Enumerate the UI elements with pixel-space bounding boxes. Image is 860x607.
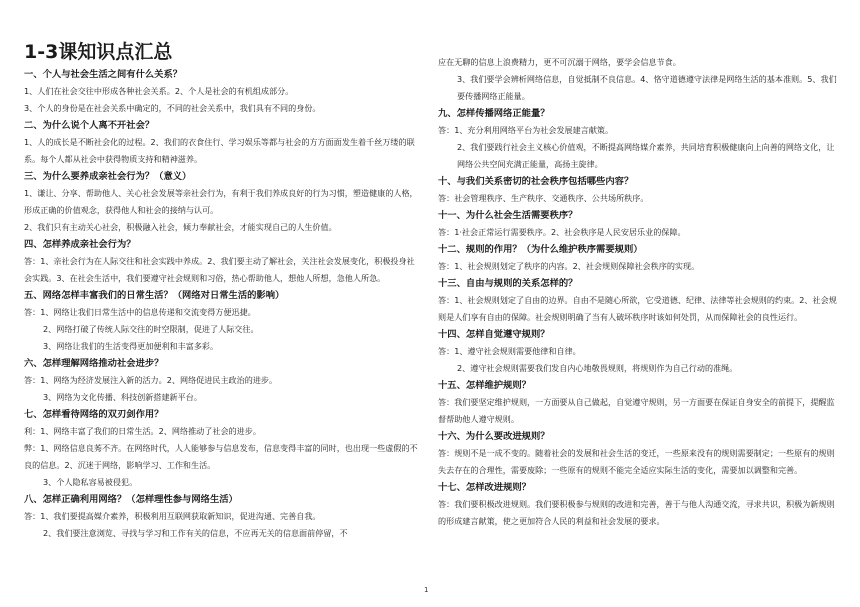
section — [438, 377, 838, 428]
section-heading: 十六、为什么要改进规则？ — [438, 431, 550, 442]
section — [438, 207, 838, 241]
section-heading: 九、怎样传播网络正能量？ — [438, 108, 550, 119]
section-heading: 十四、怎样自觉遵守规则？ — [438, 329, 550, 340]
page-title: 1-3课知识点汇总 — [24, 41, 173, 63]
section — [438, 105, 838, 173]
answer-paragraph: 答：1、网络为经济发展注入新的活力。2、网络促进民主政治的进步。 — [24, 375, 278, 385]
section-heading: 十一、为什么社会生活需要秩序？ — [438, 210, 578, 221]
section — [438, 275, 838, 326]
answer-paragraph: 答：1、我们要提高媒介素养，积极利用互联网获取新知识，促进沟通、完善自我。 — [24, 511, 321, 521]
section — [24, 236, 422, 287]
answer-paragraph: 答：1、网络让我们日常生活中的信息传递和交流变得方便迅捷。 — [24, 307, 256, 317]
section-heading: 三、为什么要养成亲社会行为？（意义） — [24, 171, 192, 182]
answer-paragraph: 3、网络为文化传播、科技创新搭建新平台。 — [43, 392, 202, 402]
right-column-body — [438, 54, 838, 530]
section — [438, 428, 838, 479]
answer-paragraph: 答：1、社会规则划定了自由的边界。自由不是随心所欲，它受道德、纪律、法律等社会规则的约束。2、社会规则是人们享有自由的保障。社会规则明确了当有人破坏秩序时该如何处罚，从而保障社会的良性运行。 — [438, 295, 837, 322]
section — [438, 241, 838, 275]
section-heading: 二、为什么说个人离不开社会？ — [24, 120, 155, 131]
answer-paragraph: 答：我们要积极改进规则。我们要积极参与规则的改进和完善，善于与他人沟通交流，寻求共识，积极为新规则的形成建言献策，使之更加符合人民的利益和社会发展的要求。 — [438, 499, 835, 526]
section-heading: 五、网络怎样丰富我们的日常生活？（网络对日常生活的影响） — [24, 290, 285, 301]
section — [438, 326, 838, 377]
section-heading: 八、怎样正确利用网络？（怎样理性参与网络生活） — [24, 494, 238, 505]
section — [24, 168, 422, 236]
section — [24, 406, 422, 491]
section — [438, 173, 838, 207]
answer-paragraph: 利：1、网络丰富了我们的日常生活。2、网络推动了社会的进步。 — [24, 426, 261, 436]
section — [24, 66, 422, 117]
section — [24, 491, 422, 542]
section-heading: 十、与我们关系密切的社会秩序包括哪些内容？ — [438, 176, 634, 187]
answer-paragraph: 2、我们要践行社会主义核心价值观，不断提高网络媒介素养，共同培育积极健康向上向善的网络文化，让网络公共空间充满正能量，高扬主旋律。 — [457, 142, 835, 169]
answer-paragraph: 2、我们只有主动关心社会，积极融入社会，倾力奉献社会，才能实现自己的人生价值。 — [24, 222, 337, 232]
answer-paragraph: 应在无聊的信息上浪费精力，更不可沉溺于网络，要学会信息节食。 — [438, 57, 681, 67]
section — [438, 479, 838, 530]
answer-paragraph: 答：规则不是一成不变的。随着社会的发展和社会生活的变迁，一些原来没有的规则需要制定；一些原有的规则失去存在的合理性，需要废除；一些原有的规则不能完全适应实际生活的变化，需要加以调整和完善。 — [438, 448, 835, 475]
answer-paragraph: 3、个人隐私容易被侵犯。 — [43, 477, 138, 487]
section-heading: 七、怎样看待网络的双刃剑作用？ — [24, 409, 164, 420]
left-column — [24, 40, 422, 542]
section-heading: 一、个人与社会生活之间有什么关系？ — [24, 69, 183, 80]
section-heading: 十七、怎样改进规则？ — [438, 482, 531, 493]
answer-paragraph: 2、我们要注意浏览、寻找与学习和工作有关的信息，不应再无关的信息面前停留，不 — [43, 528, 348, 538]
section — [24, 117, 422, 168]
section-heading: 六、怎样理解网络推动社会进步？ — [24, 358, 164, 369]
answer-paragraph: 答：1、充分利用网络平台为社会发展建言献策。 — [438, 125, 614, 135]
answer-paragraph: 答：1、社会规则划定了秩序的内容。2、社会规则保障社会秩序的实现。 — [438, 261, 700, 271]
answer-paragraph: 答：1·社会正常运行需要秩序。2、社会秩序是人民安居乐业的保障。 — [438, 227, 686, 237]
answer-paragraph: 答：1、亲社会行为在人际交往和社会实践中养成。2、我们要主动了解社会，关注社会发展变化，积极投身社会实践。3、在社会生活中，我们要遵守社会规则和习俗，热心帮助他人，想他人所想，急他人所急。 — [24, 256, 415, 283]
section-heading: 四、怎样养成亲社会行为？ — [24, 239, 136, 250]
answer-paragraph: 1、谦让、分享、帮助他人、关心社会发展等亲社会行为，有利于我们养成良好的行为习惯，塑造健康的人格，形成正确的价值观念，获得他人和社会的接纳与认可。 — [24, 188, 418, 215]
section — [24, 287, 422, 355]
answer-paragraph: 2、网络打破了传统人际交往的时空限制，促进了人际交往。 — [43, 324, 259, 334]
section-heading: 十二、规则的作用？（为什么维护秩序需要规则） — [438, 244, 643, 255]
answer-paragraph: 弊：1、网络信息良莠不齐。在网络时代，人人能够参与信息发布，信息变得丰富的同时，也出现一些虚假的不良的信息。2、沉迷于网络，影响学习、工作和生活。 — [24, 443, 418, 470]
answer-paragraph: 1、人们在社会交往中形成各种社会关系。2、个人是社会的有机组成部分。 — [24, 86, 294, 96]
section-heading: 十五、怎样维护规则？ — [438, 380, 531, 391]
answer-paragraph: 1、人的成长是不断社会化的过程。2、我们的衣食住行、学习娱乐等都与社会的方方面面发生着千丝万缕的联系。每个人都从社会中获得物质支持和精神滋养。 — [24, 137, 415, 164]
section — [438, 54, 838, 105]
section-heading: 十三、自由与规则的关系怎样的？ — [438, 278, 578, 289]
right-column — [438, 54, 838, 530]
answer-paragraph: 答：我们要坚定维护规则，一方面要从自己做起，自觉遵守规则，另一方面要在保证自身安全的前提下，提醒监督帮助他人遵守规则。 — [438, 397, 835, 424]
answer-paragraph: 3、我们要学会辨析网络信息，自觉抵制不良信息。4、恪守道德遵守法律是网络生活的基本准则。5、我们要传播网络正能量。 — [457, 74, 837, 101]
section — [24, 355, 422, 406]
answer-paragraph: 2、遵守社会规则需要我们发自内心地敬畏规则，将规则作为自己行动的准绳。 — [457, 363, 738, 373]
answer-paragraph: 3、个人的身份是在社会关系中确定的，不同的社会关系中，我们具有不同的身份。 — [24, 103, 321, 113]
left-column-body — [24, 66, 422, 542]
answer-paragraph: 答：1、遵守社会规则需要他律和自律。 — [438, 346, 581, 356]
answer-paragraph: 3、网络让我们的生活变得更加便利和丰富多彩。 — [43, 341, 219, 351]
page-number: 1 — [424, 586, 429, 594]
answer-paragraph: 答：社会管理秩序、生产秩序、交通秩序、公共场所秩序。 — [438, 193, 649, 203]
